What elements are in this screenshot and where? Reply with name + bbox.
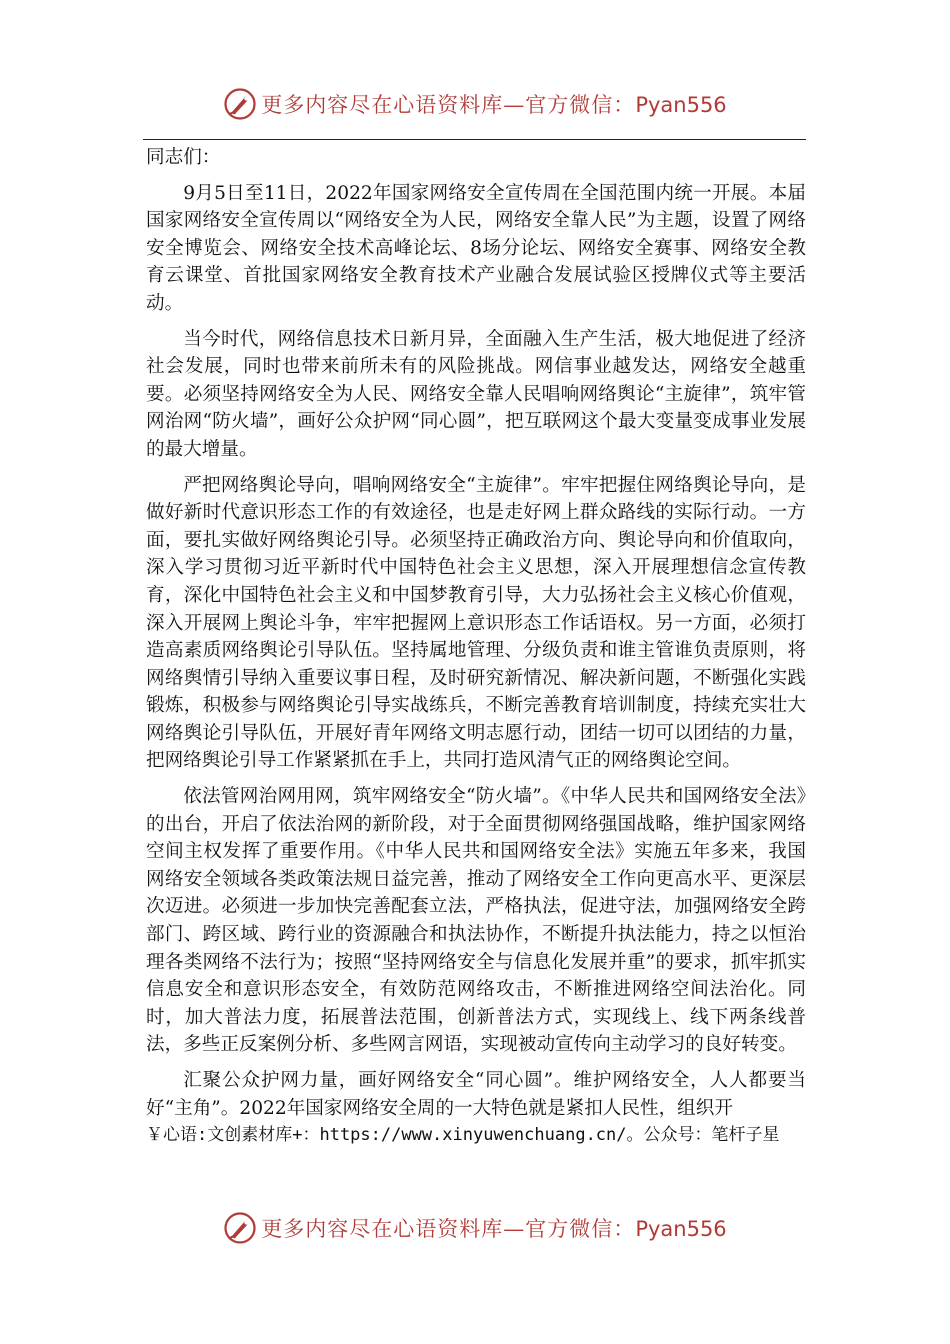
paragraph-public-opinion: 严把网络舆论导向，唱响网络安全“主旋律”。牢牢把握住网络舆论导向，是做好新时代意识形态工作的有效途径，也是走好网上群众路线的实际行动。一方面，要扎实做好网络舆论引导。必须坚持正确政治方向、舆论导向和价值取向，深入学习贯彻习近平新时代中国特色社会主义思想，深入开展理想信念宣传教育，深化中国特色社会主义和中国梦教育引导，大力弘扬社会主义核心价值观，深入开展网上舆论斗争，牢牢把握网上意识形态工作话语权。另一方面，必须打造高素质网络舆论引导队伍。坚持属地管理、分级负责和谁主管谁负责原则，将网络舆情引导纳入重要议事日程，及时研究新情况、解决新问题，不断强化实践锻炼，积极参与网络舆论引导实战练兵，不断完善教育培训制度，持续充实壮大网络舆论引导队伍，开展好青年网络文明志愿行动，团结一切可以团结的力量，把网络舆论引导工作紧紧抓在手上，共同打造风清气正的网络舆论空间。	[146, 474, 806, 772]
paragraph-rule-of-law: 依法管网治网用网，筑牢网络安全“防火墙”。《中华人民共和国网络安全法》的出台，开启了依法治网的新阶段，对于全面贯彻网络强国战略，维护国家网络空间主权发挥了重要作用。《中华人民共和国网络安全法》实施五年多来，我国网络安全领域各类政策法规日益完善，推动了网络安全工作向更高水平、更深层次迈进。必须进一步加快完善配套立法，严格执法，促进守法，加强网络安全跨部门、跨区域、跨行业的资源融合和执法协作，不断提升执法能力，持之以恒治理各类网络不法行为；按照“坚持网络安全与信息化发展并重”的要求，抓牢抓实信息安全和意识形态安全，有效防范网络攻击，不断推进网络空间法治化。同时，加大普法力度，拓展普法范围，创新普法方式，实现线上、线下两条线普法，多些正反案例分析、多些网言网语，实现被动宣传向主动学习的良好转变。	[146, 786, 806, 1056]
banner-wechat-id: Pyan556	[635, 93, 727, 117]
source-line: ￥心语:文创素材库+：https://www.xinyuwenchuang.cn/。公众号：笔杆子星	[146, 1125, 780, 1146]
salutation: 同志们：	[146, 147, 221, 168]
banner-wechat-id: Pyan556	[635, 1217, 727, 1241]
document-body	[146, 144, 806, 1150]
pen-nib-logo-icon	[223, 1211, 257, 1245]
paragraph-intro: 9月5日至11日，2022年国家网络安全宣传周在全国范围内统一开展。本届国家网络安全宣传周以“网络安全为人民，网络安全靠人民”为主题，设置了网络安全博览会、网络安全技术高峰论坛、8场分论坛、网络安全赛事、网络安全教育云课堂、首批国家网络安全教育技术产业融合发展试验区授牌仪式等主要活动。	[146, 182, 806, 314]
paragraph-context: 当今时代，网络信息技术日新月异，全面融入生产生活，极大地促进了经济社会发展，同时也带来前所未有的风险挑战。网信事业越发达，网络安全越重要。必须坚持网络安全为人民、网络安全靠人民唱响网络舆论“主旋律”，筑牢管网治网“防火墙”，画好公众护网“同心圆”，把互联网这个最大变量变成事业发展的最大增量。	[146, 328, 806, 460]
footer-banner	[0, 1208, 950, 1248]
banner-text: 更多内容尽在心语资料库—官方微信：Pyan556	[261, 93, 727, 117]
banner-text: 更多内容尽在心语资料库—官方微信：Pyan556	[261, 1217, 727, 1241]
header-divider	[143, 139, 806, 140]
header-banner	[0, 84, 950, 124]
paragraph-public-participation: 汇聚公众护网力量，画好网络安全“同心圆”。维护网络安全，人人都要当好“主角”。2022年国家网络安全周的一大特色就是紧扣人民性，组织开	[146, 1070, 806, 1119]
pen-nib-logo-icon	[223, 87, 257, 121]
